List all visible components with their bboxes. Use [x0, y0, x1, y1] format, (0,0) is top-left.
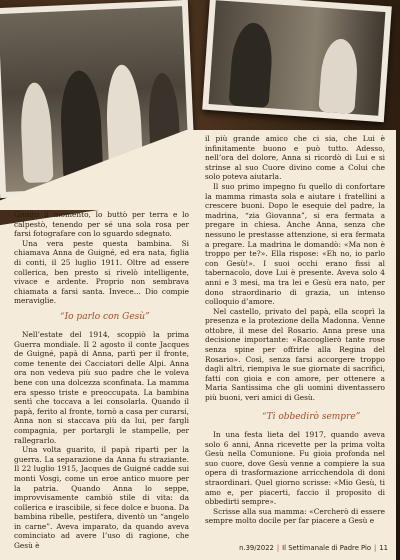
page-footer: n.39/2022 | Il Settimanale di Padre Pio | 11 [239, 544, 388, 552]
portrait-photo [202, 0, 392, 122]
paragraph: Nell’estate del 1914, scoppiò la prima Guerra mondiale. Il 2 agosto il conte Jacques de Guigné, papà di Anna, partì per il fronte, come tenente dei Cacciatori delle Alpi. Anna ora non vedeva più suo padre che le voleva bene con una dolcezza sconfinata. La mamma era spesso triste e preoccupata. La bambina sentì che toccava a lei consolarla. Quando il papà, ferito al fronte, tornò a casa per curarsi, Anna non si staccava più da lui, per fargli compagnia, per portargli le stampelle, per rallegrarlo. [14, 330, 189, 445]
paragraph: Il suo primo impegno fu quello di confortare la mamma rimasta sola e aiutare i fratellini a crescere buoni. Dopo le esequie del padre, la madrina, “zia Giovanna”, si era fermata a pregare in chiesa. Anche Anna, senza che nessuno le prestasse attenzione, si era fermata a pregare. La madrina le domandò: «Ma non è troppo per te?». Ella rispose: «Eh no, io parlo con Gesù!». I suoi occhi erano fissi al tabernacolo, dove Lui è presente. Aveva solo 4 anni e 3 mesi, ma tra lei e Gesù era nato, per dono straordinario di grazia, un intenso colloquio d’amore. [205, 181, 385, 307]
magazine-name: Il Settimanale di Padre Pio [282, 544, 372, 552]
section-heading: “Io parlo con Gesù” [60, 312, 150, 322]
right-column-top [205, 134, 385, 403]
left-column-top [14, 210, 189, 306]
paragraph: Una volta guarito, il papà riparti per la guerra. La separazione da Anna fu straziante. Il 22 luglio 1915, Jacques de Guigné cadde sui monti Vosgi, come un eroe antico muore per la patria. Quando Anna lo seppe, improvvisamente cambiò stile di vita: da collerica e irascibile, si fece dolce e buona. Da bambina ribelle, pestifera, diventò un “angelo in carne”. Aveva imparato, da quando aveva cominciato ad avere l’uso di ragione, che Gesù è [14, 445, 189, 551]
man-figure [229, 22, 275, 109]
child-figure [19, 82, 53, 183]
child-figure [318, 38, 359, 114]
paragraph: il più grande amico che ci sia, che Lui è infinitamente buono e può tutto. Adesso, nell’ora del dolore, Anna si ricordò di Lui e si strinse al suo Cuore divino come a Colui che solo poteva aiutarla. [205, 134, 385, 182]
paragraph: In una festa lieta del 1917, quando aveva solo 6 anni, Anna ricevette per la prima volta Gesù nella Comunione. Fu gioia profonda nel suo cuore, dove Gesù venne a compiere la sua opera di trasformazione arricchendola di doni straordinari. Quel giorno scrisse: «Mio Gesù, ti amo e, per piacerti, faccio il proposito di obbedirti sempre». [205, 430, 385, 507]
right-column-bottom [205, 430, 385, 526]
section-heading: “Ti obbedirò sempre” [262, 412, 361, 422]
paragraph: Scrisse alla sua mamma: «Cercherò di essere sempre molto docile per far piacere a Gesù e [205, 506, 385, 526]
page-number: 11 [379, 544, 388, 552]
left-column-bottom [14, 330, 189, 551]
issue-number: n.39/2022 [239, 544, 274, 552]
paragraph: Una vera peste questa bambina. Si chiamava Anna de Guigné, ed era nata, figlia di conti, il 25 luglio 1911. Oltre ad essere collerica, ben presto si rivelò intelligente, vivace e ardente. Proprio non sembrava chiamata a farsi santa. Invece... Dio compie meraviglie. [14, 238, 189, 306]
paragraph: Giunto il momento, lo buttò per terra e lo calpestò, tenendo per sé una sola rosa per farsi fotografare con lo sguardo sdegnato. [14, 210, 189, 239]
paragraph: Nel castello, privato del papà, ella scoprì la presenza e la protezione della Madonna. Venne ottobre, il mese del Rosario. Anna prese una decisione importante: «Raccoglierò tante rose senza spine per offrirle alla Regina del Rosario». Così, senza farsi accorgere troppo dagli altri, riempiva le sue giornate di sacrifici, fatti con gioia e con amore, per ottenere a Maria Santissima che gli uomini diventassero più buoni, veri amici di Gesù. [205, 306, 385, 403]
